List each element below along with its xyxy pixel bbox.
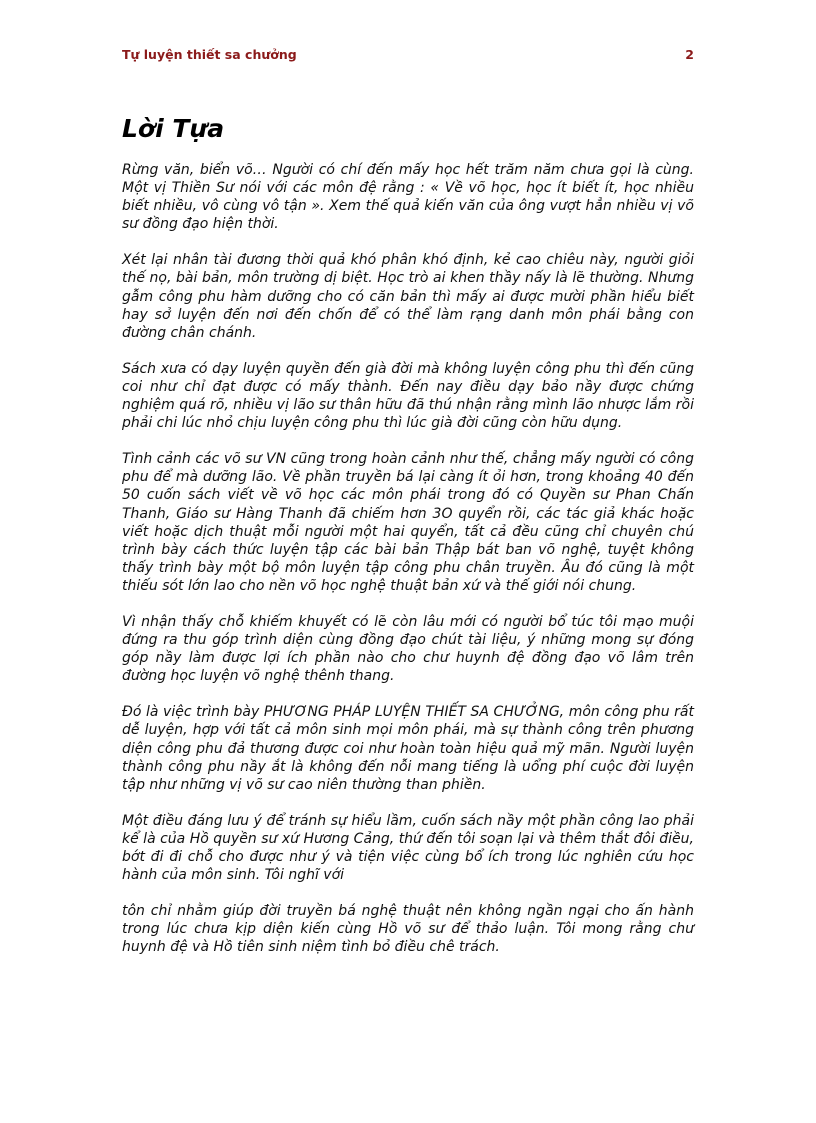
paragraph: Xét lại nhân tài đương thời quả khó phân khó định, kẻ cao chiêu này, người giỏi thế nọ, bài bản, môn trường dị biệt. Học trò ai khen thầy nấy là lẽ thường. Nhưng gẫm công phu hàm dưỡng cho có căn bản thì mấy ai được mười phần hiểu biết hay sở luyện đến nơi đến chốn để có thể làm rạng danh môn phái bằng con đường chân chánh. [122, 252, 694, 341]
paragraph: tôn chỉ nhằm giúp đời truyền bá nghệ thuật nên không ngần ngại cho ấn hành trong lúc chưa kịp diện kiến cùng Hồ võ sư để thảo luận. Tôi mong rằng chư huynh đệ và Hồ tiên sinh niệm tình bỏ điều chê trách. [122, 903, 694, 956]
body-text [122, 161, 694, 974]
paragraph: Sách xưa có dạy luyện quyền đến già đời mà không luyện công phu thì đến cũng coi như chỉ đạt được có mấy thành. Đến nay điều dạy bảo nầy được chứng nghiệm quá rõ, nhiều vị lão sư thân hữu đã thú nhận rằng mình lão nhược lắm rồi phải chi lúc nhỏ chịu luyện công phu thì lúc già đời cũng còn hữu dụng. [122, 360, 694, 432]
paragraph: Rừng văn, biển võ… Người có chí đến mấy học hết trăm năm chưa gọi là cùng. Một vị Thiền Sư nói với các môn đệ rằng : « Về võ học, học ít biết ít, học nhiều biết nhiều, vô cùng vô tận ». Xem thế quả kiến văn của ông vượt hẳn nhiều vị võ sư đồng đạo hiện thời. [122, 162, 694, 233]
running-header [122, 47, 694, 62]
section-heading: Lời Tựa [122, 114, 225, 143]
paragraph: Vì nhận thấy chỗ khiếm khuyết có lẽ còn lâu mới có người bổ túc tôi mạo muội đứng ra thu góp trình diện cùng đồng đạo chút tài liệu, ý những mong sự đóng góp nầy làm được lợi ích phần nào cho chư huynh đệ đồng đạo võ lâm trên đường học luyện võ nghệ thênh thang. [122, 613, 694, 685]
paragraph: Một điều đáng lưu ý để tránh sự hiểu lầm, cuốn sách nầy một phần công lao phải kể là của Hồ quyền sư xứ Hương Cảng, thứ đến tôi soạn lại và thêm thắt đôi điều, bớt đi đi chỗ cho được như ý và tiện việc cùng bổ ích trong lúc nghiên cứu học hành của môn sinh. Tôi nghĩ với [122, 812, 694, 884]
paragraph: Tình cảnh các võ sư VN cũng trong hoàn cảnh như thế, chẳng mấy người có công phu để mà dưỡng lão. Về phần truyền bá lại càng ít ỏi hơn, trong khoảng 40 đến 50 cuốn sách viết về võ học các môn phái trong đó có Quyền sư Phan Chấn Thanh, Giáo sư Hàng Thanh đã chiếm hơn 3O quyển rồi, các tác giả khác hoặc viết hoặc dịch thuật mỗi người một hai quyển, tất cả đều cũng chỉ chuyên chú trình bày cách thức luyện tập các bài bản Thập bát ban võ nghệ, tuyệt không thấy trình bày một bộ môn luyện tập công phu chân truyền. Âu đó cũng là một thiếu sót lớn lao cho nền võ học nghệ thuật bản xứ và thế giới nói chung. [122, 451, 694, 594]
page-number: 2 [685, 47, 694, 62]
header-title: Tự luyện thiết sa chưởng [122, 47, 297, 62]
paragraph: Đó là việc trình bày PHƯƠNG PHÁP LUYỆN THIẾT SA CHƯỞNG, môn công phu rất dễ luyện, hợp với tất cả môn sinh mọi môn phái, mà sự thành công trên phương diện công phu đả thương được coi như hoàn toàn hiệu quả mỹ mãn. Người luyện thành công phu nầy ắt là không đến nỗi mang tiếng là uổng phí cuộc đời luyện tập như những vị võ sư cao niên thường than phiền. [122, 704, 694, 793]
